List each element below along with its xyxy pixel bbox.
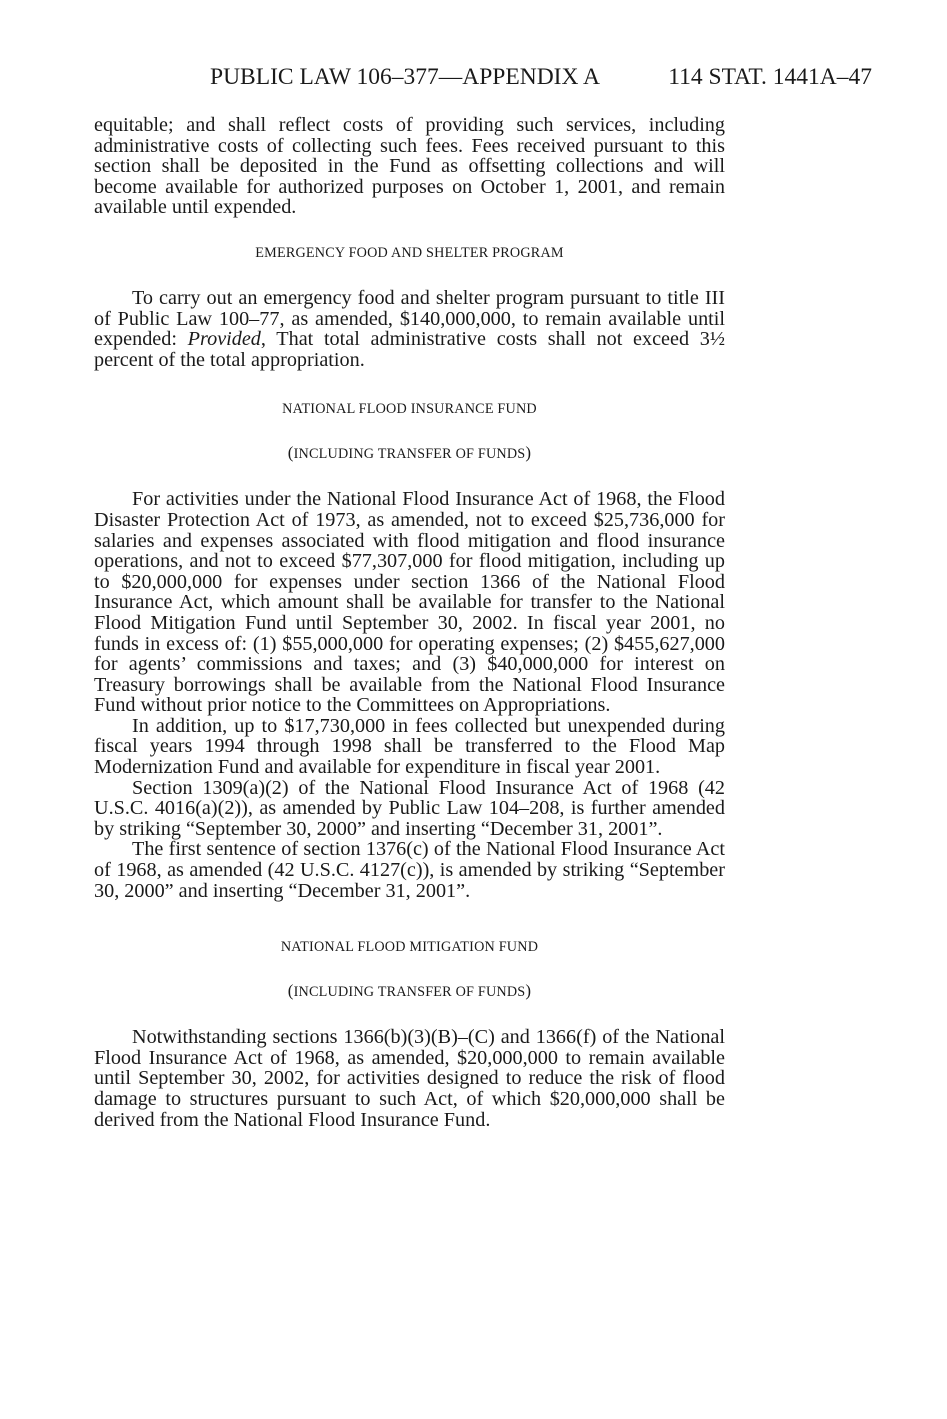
efsp-text-before: To carry out an emergency food and shelter program pursuant to title III of Public Law 100–77, as amended, $140,000,000, to remain available until expended: [94,286,725,351]
nfif-paragraph-2: In addition, up to $17,730,000 in fees collected but unexpended during fiscal years 1994 through 1998 shall be transferred to the Flood Map Modernization Fund and available for expenditure in fiscal year 2001. [94,714,725,779]
efsp-proviso: Provided [187,328,261,351]
subheading-transfer-of-funds: (INCLUDING TRANSFER OF FUNDS) [287,443,532,463]
nfmf-paragraph: Notwithstanding sections 1366(b)(3)(B)–(C) and 1366(f) of the National Flood Insurance Act of 1968, as amended, $20,000,000 to remain available until September 30, 2002, for activities designed to reduce the risk of flood damage to structures pursuant to such Act, of which $20,000,000 shall be derived from the National Flood Insurance Fund. [94,1026,725,1131]
efsp-paragraph [94,288,725,370]
efsp-text-after: , That total administrative costs shall not exceed 3½ percent of the total appropriation. [94,328,725,371]
nfif-paragraph-1: For activities under the National Flood Insurance Act of 1968, the Flood Disaster Protection Act of 1973, as amended, not to exceed $25,736,000 for salaries and expenses associated with flood mitigation and flood insurance operations, and not to exceed $77,307,000 for flood mitigation, including up to $20,000,000 for expenses under section 1366 of the National Flood Insurance Act, which amount shall be available for transfer to the National Flood Mitigation Fund until September 30, 2002. In fiscal year 2001, no funds in excess of: (1) $55,000,000 for operating expenses; (2) $455,627,000 for agents’ commissions and taxes; and (3) $40,000,000 for interest on Treasury borrowings shall be available from the National Flood Insurance Fund without prior notice to the Committees on Appropriations. [94,488,725,717]
section-heading-flood-mitigation-fund: NATIONAL FLOOD MITIGATION FUND [280,939,539,956]
section-heading-flood-insurance-fund: NATIONAL FLOOD INSURANCE FUND [282,401,537,418]
header-statute-cite: 114 STAT. 1441A–47 [668,64,872,90]
page-body [94,115,725,1130]
nfif-paragraph-3: Section 1309(a)(2) of the National Flood Insurance Act of 1968 (42 U.S.C. 4016(a)(2)), as amended by Public Law 104–208, is further amended by striking “September 30, 2000” and inserting “December 31, 2001”. [94,776,725,840]
header-law-title: PUBLIC LAW 106–377—APPENDIX A [210,64,601,90]
continued-paragraph: equitable; and shall reflect costs of providing such services, including administrative costs of collecting such fees. Fees received pursuant to this section shall be deposited in the Fund as offsetting collections and will become available for authorized purposes on October 1, 2001, and remain available until expended. [94,114,725,219]
section-heading-emergency-food: EMERGENCY FOOD AND SHELTER PROGRAM [255,244,564,261]
nfif-paragraph-4: The first sentence of section 1376(c) of the National Flood Insurance Act of 1968, as amended (42 U.S.C. 4127(c)), is amended by striking “September 30, 2000” and inserting “December 31, 2001”. [94,838,725,902]
subheading-transfer-of-funds-2: (INCLUDING TRANSFER OF FUNDS) [287,981,532,1001]
